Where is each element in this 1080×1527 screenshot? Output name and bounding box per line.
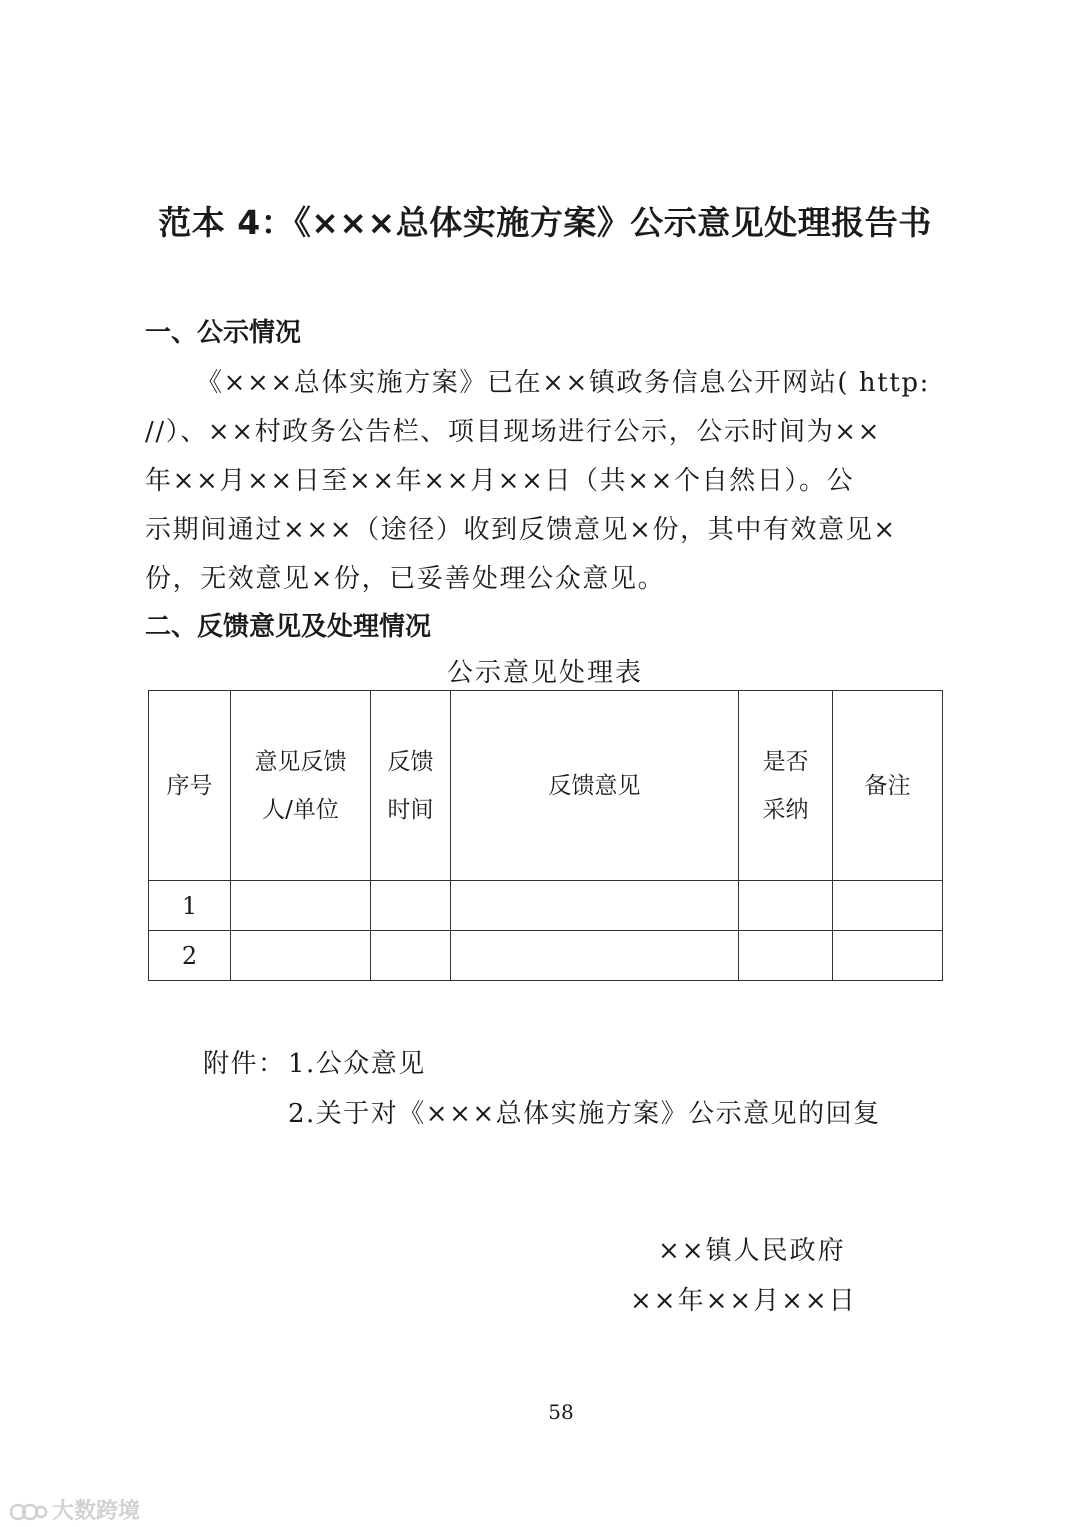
header-cell-time: 反馈 时间 [371,691,451,881]
attachments-label: 附件： [203,1049,286,1079]
table-cell [451,931,739,981]
header-cell-submitter: 意见反馈 人/单位 [231,691,371,881]
table-cell [231,931,371,981]
publicity-paragraph-line: 《×××总体实施方案》已在××镇政务信息公开网站( http: [196,368,930,398]
publicity-paragraph-line: 份，无效意见×份，已妥善处理公众意见。 [145,564,666,594]
table-caption: 公示意见处理表 [446,658,643,688]
page-number: 58 [548,1400,574,1424]
table-row [149,881,943,931]
header-cell-index: 序号 [149,691,231,881]
watermark-logo-icon [10,1502,48,1522]
watermark [10,1494,140,1525]
opinion-table [148,690,943,981]
watermark-text: 大数跨境 [52,1499,141,1524]
section-heading-publicity: 一、公示情况 [145,318,302,348]
publicity-paragraph-line: //）、××村政务公告栏、项目现场进行公示，公示时间为×× [145,417,882,447]
attachment-item: 2.关于对《×××总体实施方案》公示意见的回复 [288,1099,881,1129]
publicity-paragraph-line: 示期间通过×××（途径）收到反馈意见×份，其中有效意见× [145,515,897,545]
signature-org: ××镇人民政府 [658,1236,846,1266]
table-row [149,931,943,981]
header-cell-adopted: 是否 采纳 [739,691,833,881]
section-heading-feedback: 二、反馈意见及处理情况 [145,612,432,642]
header-cell-opinion: 反馈意见 [451,691,739,881]
table-cell [739,931,833,981]
table-cell [371,881,451,931]
document-title: 范本 4：《×××总体实施方案》公示意见处理报告书 [158,203,932,242]
table-cell [833,881,943,931]
table-cell [371,931,451,981]
publicity-paragraph-line: 年××月××日至××年××月××日（共××个自然日）。公 [145,466,855,496]
table-header-row [149,691,943,881]
header-cell-remarks: 备注 [833,691,943,881]
attachment-item: 1.公众意见 [288,1049,426,1079]
table-cell-index: 1 [149,881,231,931]
table-cell [739,881,833,931]
signature-date: ××年××月××日 [630,1286,857,1316]
table-cell [833,931,943,981]
table-cell [451,881,739,931]
table-cell-index: 2 [149,931,231,981]
table-cell [231,881,371,931]
